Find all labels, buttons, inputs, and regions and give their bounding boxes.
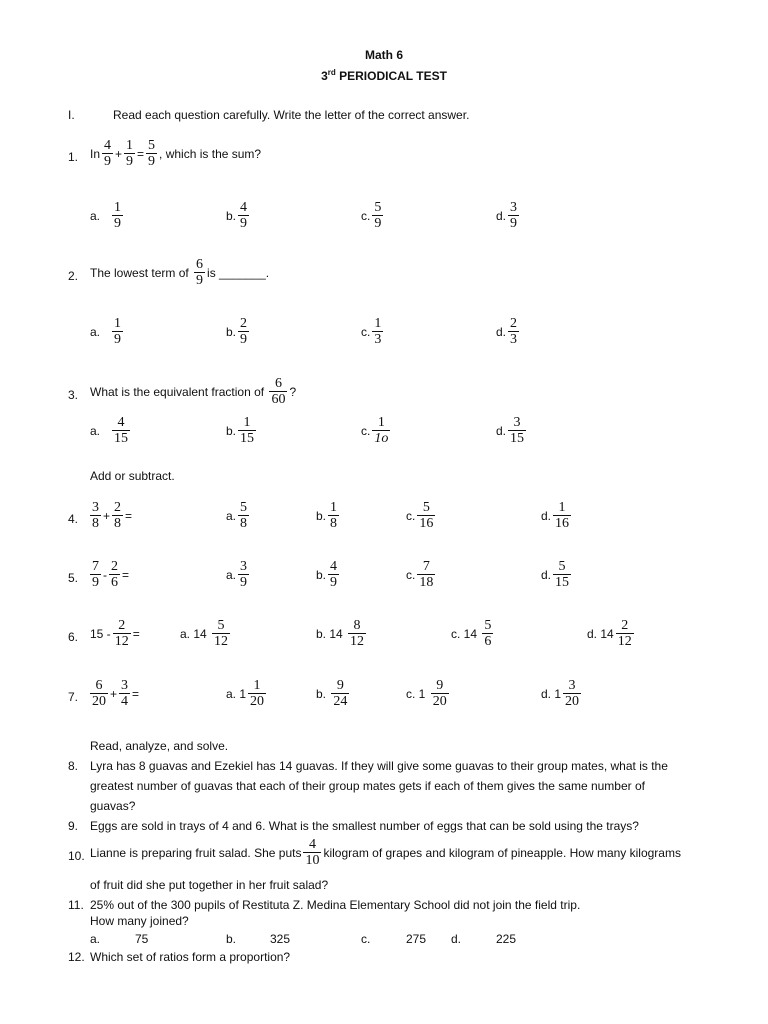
q2-number: 2. [68, 269, 79, 283]
q6-stem: 15 - $\frac{2}{12}$ = [90, 618, 140, 649]
section-instruction: Read each question carefully. Write the letter of the correct answer. [113, 108, 470, 122]
q1-choice-b: b. $\frac{4}{9}$ [226, 200, 248, 231]
q5-choice-d: d. $\frac{5}{15}$ [541, 559, 570, 590]
q1-stem: In $\frac{4}{9}$ + $\frac{1}{9}$ = $\frac{5}{9}$ , which is the sum? [90, 138, 262, 169]
q3-choice-c: c. $\frac{1}{1o}$ [361, 415, 389, 446]
q2-choice-d: d. $\frac{2}{3}$ [496, 316, 518, 347]
q11-choice-b-value: 325 [270, 932, 291, 946]
q11-choice-d-label: d. [451, 932, 462, 946]
q2-fraction: $\frac{6}{9}$ [196, 257, 204, 288]
q8-line-2: greatest number of guavas that each of their group mates gets if each of them gives the same number of [90, 779, 645, 793]
q2-stem: The lowest term of $\frac{6}{9}$ is _______. [90, 257, 270, 288]
q6-choice-d: d. 14 $\frac{2}{12}$ [587, 618, 632, 649]
q6-number: 6. [68, 630, 79, 644]
q11-number: 11. [68, 898, 84, 912]
q7-choice-b: b. $\frac{9}{24}$ [316, 678, 348, 709]
add-subtract-heading: Add or subtract. [90, 469, 175, 483]
q3-choice-a: a. $\frac{4}{15}$ [90, 415, 129, 446]
q1-choice-c: c. $\frac{5}{9}$ [361, 200, 382, 231]
q1-choice-d: d. $\frac{3}{9}$ [496, 200, 518, 231]
q8-line-3: guavas? [90, 799, 136, 813]
q11-choice-c-value: 275 [406, 932, 427, 946]
q4-choice-c: c. $\frac{5}{16}$ [406, 500, 434, 531]
q8-number: 8. [68, 759, 79, 773]
q7-number: 7. [68, 690, 79, 704]
q7-choice-d: d. 1 $\frac{3}{20}$ [541, 678, 580, 709]
q2-choice-c: c. $\frac{1}{3}$ [361, 316, 382, 347]
q10-line-2: of fruit did she put together in her fruit salad? [90, 878, 329, 892]
page-title: Math 6 [364, 48, 403, 62]
q6-choice-c: c. 14 $\frac{5}{6}$ [451, 618, 492, 649]
q9-number: 9. [68, 819, 79, 833]
q4-stem: $\frac{3}{8}$ + $\frac{2}{8}$ = [92, 500, 133, 531]
q11-choice-c-label: c. [361, 932, 371, 946]
q9-text: Eggs are sold in trays of 4 and 6. What is the smallest number of eggs that can be sold using the trays? [90, 819, 639, 833]
q3-stem: What is the equivalent fraction of $\frac{6}{60}$ ? [90, 376, 297, 407]
q4-choice-d: d. $\frac{1}{16}$ [541, 500, 570, 531]
q11-line-2: How many joined? [90, 914, 189, 928]
q3-choice-b: b. $\frac{1}{15}$ [226, 415, 255, 446]
q1-pre: In [90, 146, 101, 161]
q12-number: 12. [68, 950, 85, 964]
page-subtitle: 3rd PERIODICAL TEST [321, 68, 447, 83]
q7-choice-c: c. 1 $\frac{9}{20}$ [406, 678, 447, 709]
q7-stem: $\frac{6}{20}$ + $\frac{3}{4}$ = [92, 678, 140, 709]
q11-choice-b-label: b. [226, 932, 237, 946]
q3-choice-d: d. $\frac{3}{15}$ [496, 415, 525, 446]
q8-line-1: Lyra has 8 guavas and Ezekiel has 14 guavas. If they will give some guavas to their group mates, what is the [90, 759, 668, 773]
q1-fraction-3: $\frac{5}{9}$ [148, 138, 156, 169]
q11-choice-a-value: 75 [135, 932, 149, 946]
q5-choice-b: b. $\frac{4}{9}$ [316, 559, 338, 590]
q1-fraction-1: $\frac{4}{9}$ [104, 138, 112, 169]
q5-choice-a: a. $\frac{3}{9}$ [226, 559, 248, 590]
q11-choice-d-value: 225 [496, 932, 517, 946]
q12-text: Which set of ratios form a proportion? [90, 950, 291, 964]
q6-choice-a: a. 14 $\frac{5}{12}$ [180, 618, 229, 649]
q5-number: 5. [68, 571, 79, 585]
q1-choice-a: a. $\frac{1}{9}$ [90, 200, 122, 231]
q4-choice-b: b. $\frac{1}{8}$ [316, 500, 338, 531]
section-number: I. [68, 108, 75, 122]
q10-stem: Lianne is preparing fruit salad. She puts $\frac{4}{10}$ kilogram of grapes and kilogram of pineapple. How many kilograms [90, 837, 681, 868]
q5-stem: $\frac{7}{9}$ - $\frac{2}{6}$ = [92, 559, 130, 590]
q3-fraction: $\frac{6}{60}$ [271, 376, 286, 407]
q11-choice-a-label: a. [90, 932, 101, 946]
q3-number: 3. [68, 388, 79, 402]
q6-choice-b: b. 14 $\frac{8}{12}$ [316, 618, 365, 649]
q2-choice-a: a. $\frac{1}{9}$ [90, 316, 122, 347]
read-analyze-heading: Read, analyze, and solve. [90, 739, 229, 753]
q1-fraction-2: $\frac{1}{9}$ [126, 138, 134, 169]
q11-line-1: 25% out of the 300 pupils of Restituta Z. Medina Elementary School did not join the field trip. [90, 898, 581, 912]
q4-number: 4. [68, 512, 79, 526]
q5-choice-c: c. $\frac{7}{18}$ [406, 559, 434, 590]
q10-number: 10. [68, 849, 85, 863]
q2-choice-b: b. $\frac{2}{9}$ [226, 316, 248, 347]
q7-choice-a: a. 1 $\frac{1}{20}$ [226, 678, 265, 709]
q4-choice-a: a. $\frac{5}{8}$ [226, 500, 248, 531]
q1-number: 1. [68, 150, 79, 164]
